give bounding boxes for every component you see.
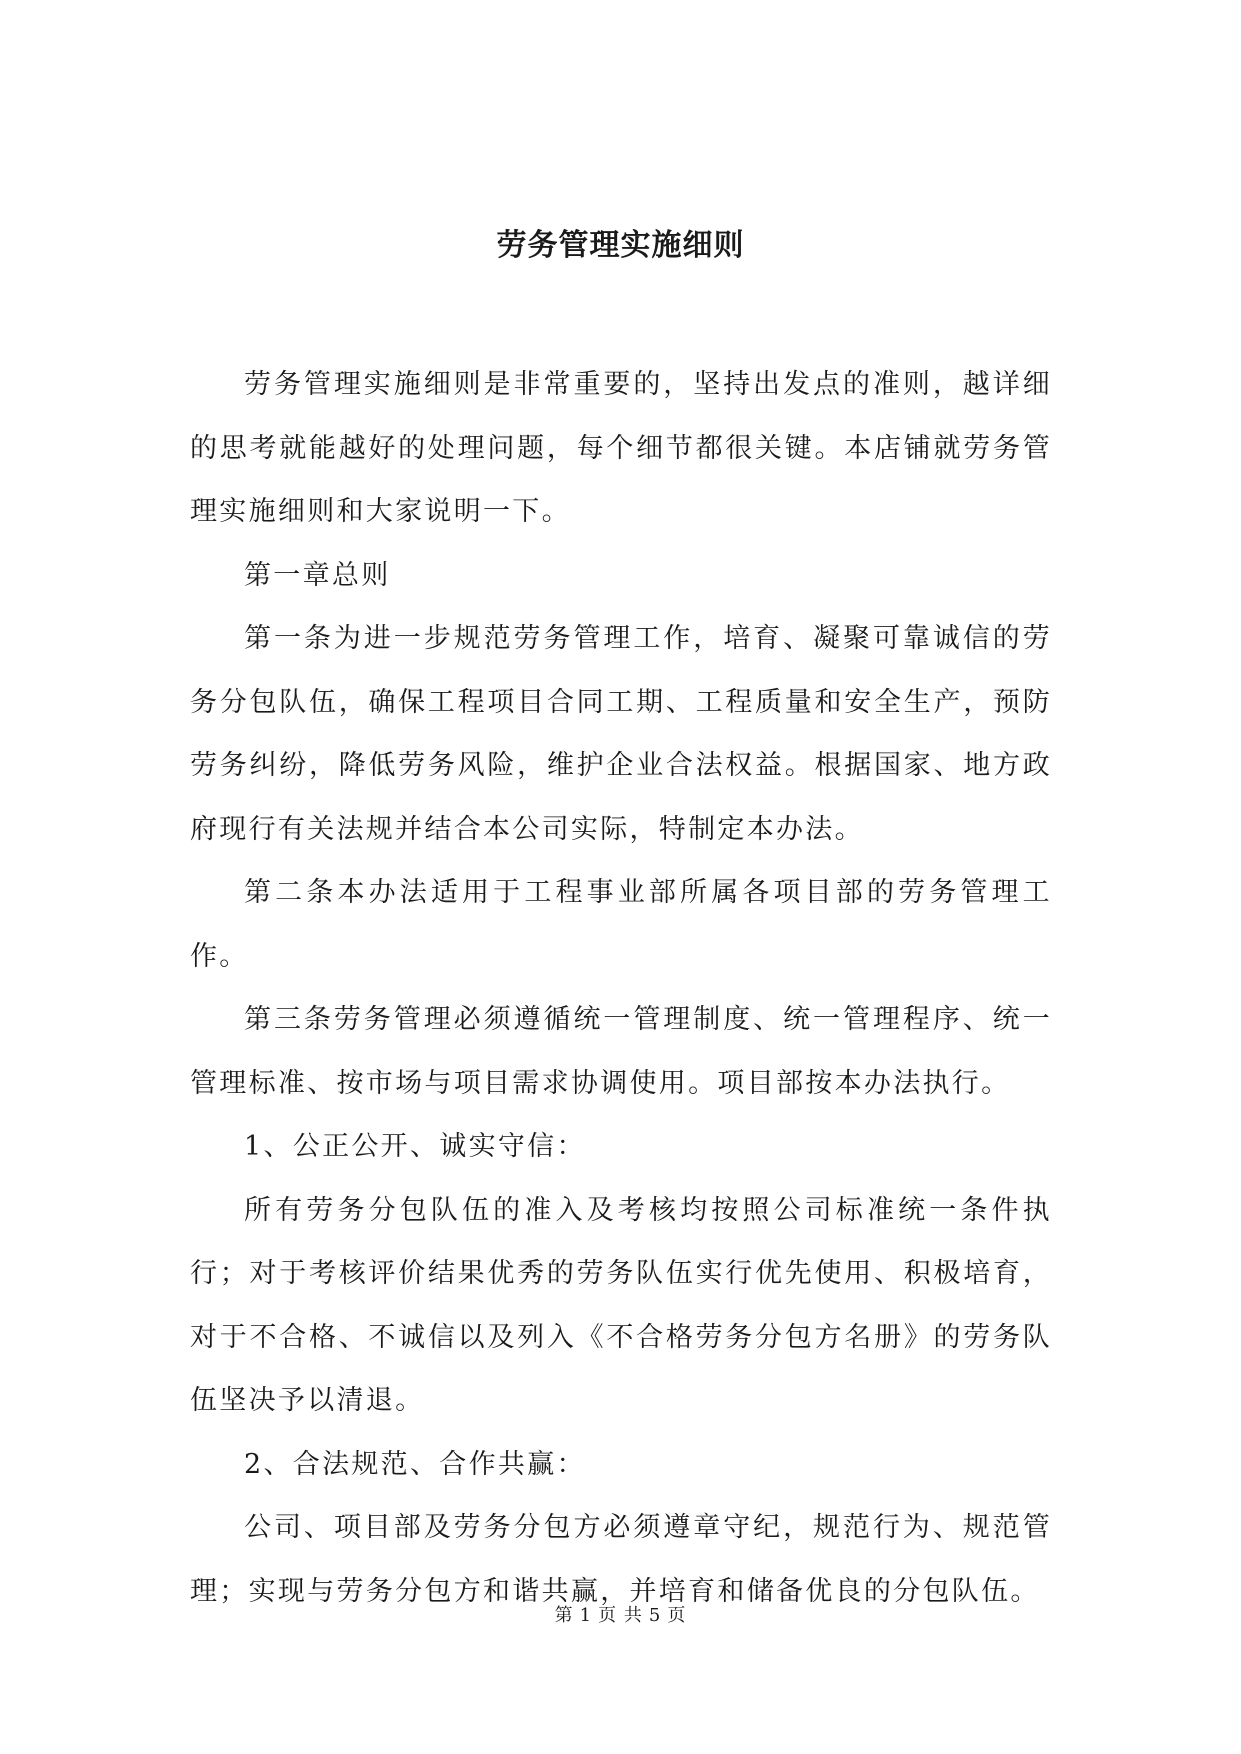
footer-total-pages: 5 <box>648 1605 662 1626</box>
footer-prefix: 第 <box>554 1605 574 1626</box>
page-footer <box>0 1604 1241 1628</box>
paragraph-chapter-heading: 第一章总则 <box>244 559 391 591</box>
paragraph-article-1: 第一条为进一步规范劳务管理工作，培育、凝聚可靠诚信的劳务分包队伍，确保工程项目合同工期、工程质量和安全生产，预防劳务纠纷，降低劳务风险，维护企业合法权益。根据国家、地方政府现行有关法规并结合本公司实际，特制定本办法。 <box>190 623 1052 845</box>
document-body <box>190 353 1052 1623</box>
paragraph-principle-1-heading: 1、公正公开、诚实守信： <box>244 1131 586 1162</box>
paragraph-principle-2-heading: 2、合法规范、合作共赢： <box>244 1448 586 1480</box>
footer-suffix: 页 <box>667 1605 687 1626</box>
paragraph-principle-1-body: 所有劳务分包队伍的准入及考核均按照公司标准统一条件执行；对于考核评价结果优秀的劳务队伍实行优先使用、积极培育，对于不合格、不诚信以及列入《不合格劳务分包方名册》的劳务队伍坚决予以清退。 <box>190 1194 1052 1416</box>
paragraph-principle-2-body: 公司、项目部及劳务分包方必须遵章守纪，规范行为、规范管理；实现与劳务分包方和谐共赢，并培育和储备优良的分包队伍。 <box>190 1512 1052 1607</box>
document-title: 劳务管理实施细则 <box>496 228 745 263</box>
footer-page-number: 1 <box>579 1605 593 1626</box>
paragraph-article-2: 第二条本办法适用于工程事业部所属各项目部的劳务管理工作。 <box>190 877 1052 972</box>
paragraph-article-3: 第三条劳务管理必须遵循统一管理制度、统一管理程序、统一管理标准、按市场与项目需求协调使用。项目部按本办法执行。 <box>190 1004 1052 1099</box>
footer-middle: 页 共 <box>598 1605 643 1626</box>
paragraph-intro: 劳务管理实施细则是非常重要的，坚持出发点的准则，越详细的思考就能越好的处理问题，每个细节都很关键。本店铺就劳务管理实施细则和大家说明一下。 <box>190 369 1052 527</box>
